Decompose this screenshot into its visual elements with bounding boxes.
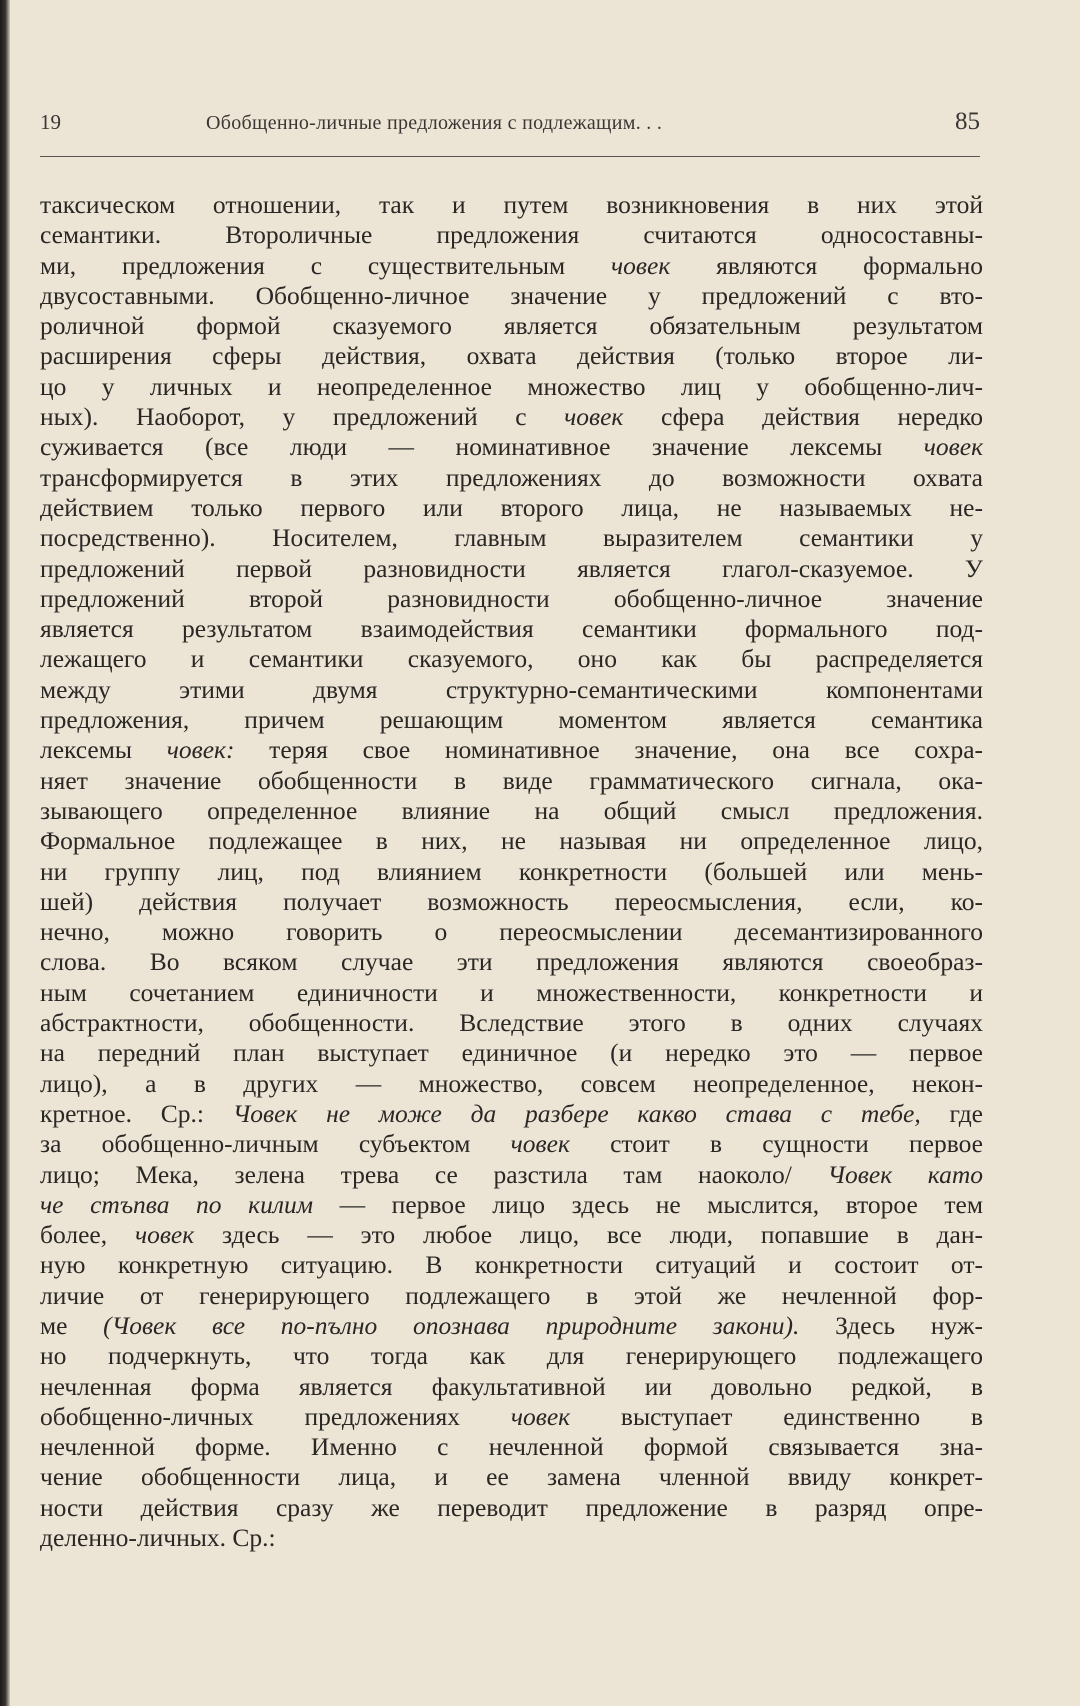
italic-example: Човек не може да разбере какво става с тебе, [232, 1098, 921, 1128]
text-line [40, 220, 983, 250]
text-line [40, 1099, 983, 1129]
text-run: зывающего определенное влияние на общий смысл предложения. [40, 795, 983, 825]
text-run: суживается (все люди — номинативное значение лексемы [40, 432, 924, 462]
text-line [40, 523, 983, 553]
text-line [40, 887, 983, 917]
text-run: лицо; Мека, зелена трева се разстила там наоколо/ [40, 1159, 828, 1189]
italic-example: че стъпва по килим [40, 1189, 313, 1219]
text-line [40, 1008, 983, 1038]
text-line [40, 493, 983, 523]
text-run: здесь — это любое лицо, все люди, попавшие в дан- [194, 1220, 983, 1250]
text-line [40, 675, 983, 705]
text-run: лежащего и семантики сказуемого, оно как бы распределяется [40, 644, 983, 674]
section-number: 19 [40, 110, 61, 134]
text-line [40, 1372, 983, 1402]
text-run: ных). Наоборот, у предложений с [40, 402, 565, 432]
text-line [40, 1069, 983, 1099]
italic-example: човек [923, 432, 983, 462]
text-line [40, 584, 983, 614]
running-title: Обобщенно-личные предложения с подлежащим. . . [206, 112, 663, 134]
text-run: более, [40, 1220, 135, 1250]
body-paragraph [40, 190, 983, 1553]
text-line [40, 402, 983, 432]
text-line [40, 978, 983, 1008]
text-line [40, 1281, 983, 1311]
text-run: ме [40, 1310, 104, 1340]
text-run: няет значение обобщенности в виде грамматического сигнала, ока- [40, 765, 983, 795]
text-run: предложения, причем решающим моментом является семантика [40, 705, 983, 735]
text-line [40, 826, 983, 856]
text-run: ни группу лиц, под влиянием конкретности (большей или мень- [40, 856, 983, 886]
text-run: Формальное подлежащее в них, не называя ни определенное лицо, [40, 826, 983, 856]
text-line [40, 1402, 983, 1432]
italic-example: човек [611, 250, 671, 280]
page-number: 85 [955, 108, 980, 135]
text-line [40, 432, 983, 462]
text-run: ным сочетанием единичности и множественности, конкретности и [40, 977, 983, 1007]
text-run: ми, предложения с существительным [40, 250, 612, 280]
text-run: цо у личных и неопределенное множество лиц у обобщенно-лич- [40, 371, 983, 401]
text-line [40, 1160, 983, 1190]
text-line [40, 1220, 983, 1250]
text-run: роличной формой сказуемого является обязательным результатом [40, 311, 983, 341]
text-run: между этими двумя структурно-семантическими компонентами [40, 674, 983, 704]
text-run: предложений первой разновидности является глагол-сказуемое. У [40, 553, 983, 583]
text-run: теряя свое номинативное значение, она все сохра- [234, 735, 984, 765]
text-line [40, 857, 983, 887]
text-run: чение обобщенности лица, и ее замена членной ввиду конкрет- [40, 1462, 983, 1492]
text-line [40, 1341, 983, 1371]
text-line [40, 281, 983, 311]
text-line [40, 463, 983, 493]
text-run: — первое лицо здесь не мыслится, второе тем [312, 1189, 983, 1219]
italic-example: човек [564, 402, 624, 432]
header-rule [40, 156, 980, 157]
text-run: предложений второй разновидности обобщенно-личное значение [40, 583, 983, 613]
text-run: деленно-личных. Ср.: [40, 1523, 276, 1553]
italic-example: човек [134, 1220, 195, 1250]
text-line [40, 1432, 983, 1462]
text-run: нечленной форме. Именно с нечленной формой связывается зна- [40, 1432, 983, 1462]
text-run: лицо), а в других — множество, совсем неопределенное, некон- [40, 1068, 983, 1098]
text-line [40, 917, 983, 947]
italic-example: човек: [166, 735, 235, 765]
text-run: расширения сферы действия, охвата действия (только второе ли- [40, 341, 983, 371]
text-line [40, 947, 983, 977]
text-run: личие от генерирующего подлежащего в этой же нечленной фор- [40, 1280, 983, 1310]
text-line [40, 1038, 983, 1068]
text-line [40, 735, 983, 765]
text-run: таксическом отношении, так и путем возникновения в них этой [40, 190, 983, 219]
text-line [40, 1311, 983, 1341]
text-run: Здесь нуж- [799, 1310, 983, 1340]
text-run: ности действия сразу же переводит предложение в разряд опре- [40, 1492, 983, 1522]
text-line [40, 796, 983, 826]
text-run: выступает единственно в [570, 1401, 984, 1431]
text-run: посредственно). Носителем, главным выразителем семантики у [40, 523, 983, 553]
text-run: но подчеркнуть, что тогда как для генерирующего подлежащего [40, 1341, 983, 1371]
text-run: ную конкретную ситуацию. В конкретности ситуаций и состоит от- [40, 1250, 983, 1280]
text-run: за обобщенно-личным субъектом [40, 1129, 511, 1159]
text-line [40, 614, 983, 644]
text-run: нечно, можно говорить о переосмыслении десемантизированного [40, 917, 983, 947]
book-page [40, 0, 990, 1706]
text-line [40, 705, 983, 735]
text-run: кретное. Ср.: [40, 1098, 233, 1128]
text-run: где [920, 1098, 983, 1128]
text-run: трансформируется в этих предложениях до возможности охвата [40, 462, 983, 492]
text-line [40, 644, 983, 674]
text-run: являются формально [670, 250, 984, 280]
text-line [40, 1250, 983, 1280]
running-header [40, 108, 980, 142]
text-run: шей) действия получает возможность переосмысления, если, ко- [40, 886, 983, 916]
text-line [40, 1493, 983, 1523]
text-line [40, 372, 983, 402]
italic-example: човек [510, 1401, 571, 1431]
italic-example: човек [510, 1129, 570, 1159]
italic-example: (Човек все по-пълно опознава природните закони). [103, 1310, 800, 1340]
text-run: лексемы [40, 735, 167, 765]
text-run: сфера действия нередко [623, 402, 983, 432]
text-run: абстрактности, обобщенности. Вследствие этого в одних случаях [40, 1008, 983, 1038]
text-line [40, 190, 983, 220]
text-run: двусоставными. Обобщенно-личное значение у предложений с вто- [40, 280, 983, 310]
text-run: обобщенно-личных предложениях [40, 1401, 511, 1431]
text-line [40, 766, 983, 796]
text-line [40, 1190, 983, 1220]
book-spine-shadow [0, 0, 10, 1706]
text-run: семантики. Второличные предложения считаются односоставны- [40, 220, 983, 250]
text-run: действием только первого или второго лица, не называемых не- [40, 492, 983, 522]
text-run: нечленная форма является факультативной ии довольно редкой, в [40, 1371, 983, 1401]
text-run: является результатом взаимодействия семантики формального под- [40, 614, 983, 644]
text-run: на передний план выступает единичное (и нередко это — первое [40, 1038, 983, 1068]
text-line [40, 251, 983, 281]
text-line [40, 1462, 983, 1492]
text-line [40, 311, 983, 341]
text-line [40, 341, 983, 371]
text-run: слова. Во всяком случае эти предложения являются своеобраз- [40, 947, 983, 977]
text-line [40, 554, 983, 584]
text-run: стоит в сущности первое [569, 1129, 983, 1159]
italic-example: Човек като [827, 1159, 984, 1189]
text-line [40, 1523, 983, 1553]
text-line [40, 1129, 983, 1159]
